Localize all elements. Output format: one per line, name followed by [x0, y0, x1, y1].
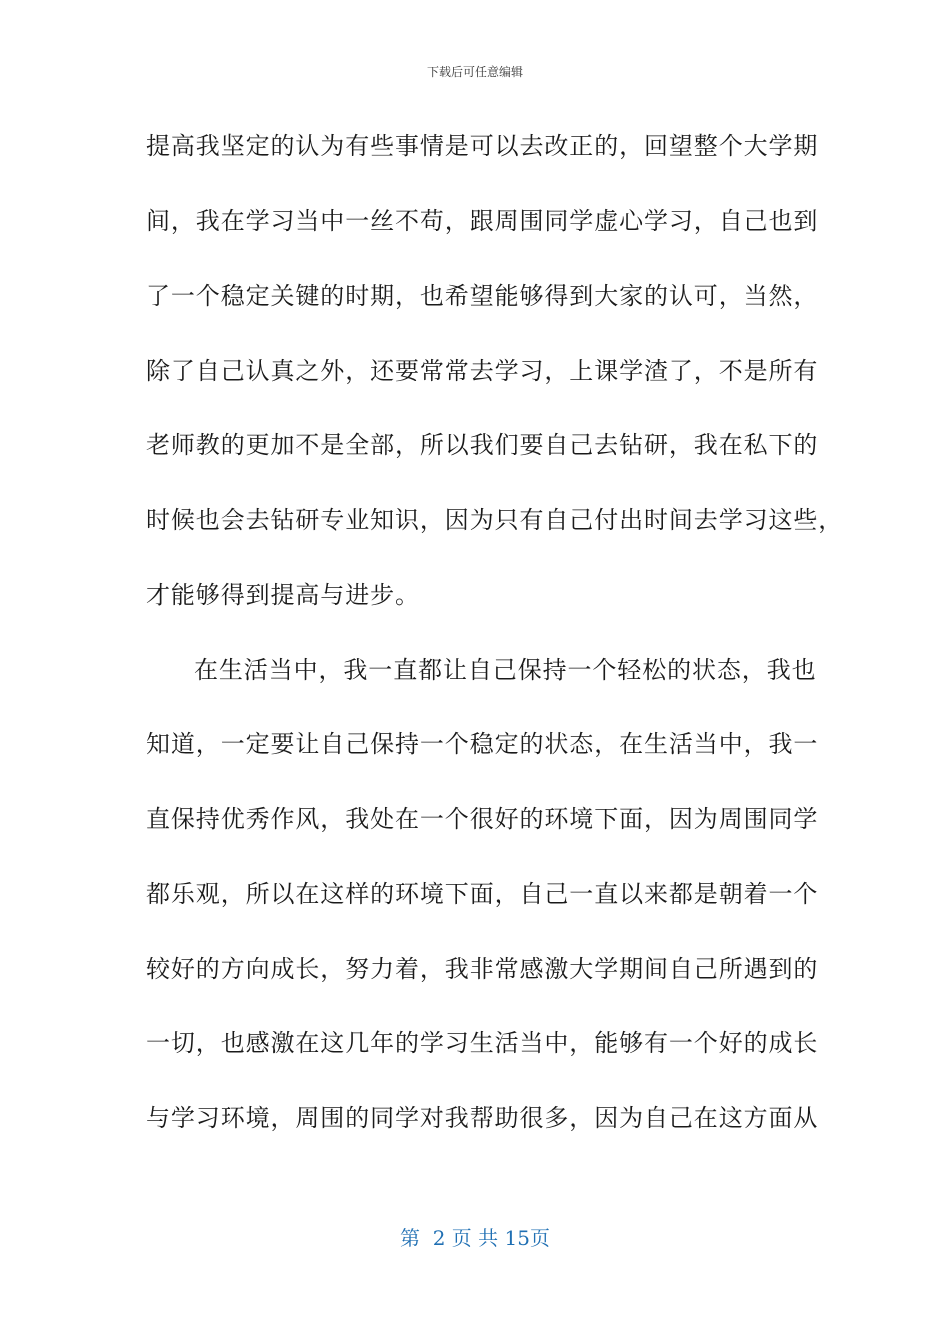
page-header: 下载后可任意编辑 — [426, 65, 523, 79]
text-line: 才能够得到提高与进步。 — [146, 581, 420, 609]
text-line: 老师教的更加不是全部，所以我们要自己去钻研，我在私下的 — [146, 431, 819, 459]
text-line: 时候也会去钻研专业知识，因为只有自己付出时间去学习这些， — [146, 506, 844, 534]
page-number-footer: 第 2 页 共 15页 — [400, 1226, 550, 1250]
text-line: 较好的方向成长，努力着，我非常感激大学期间自己所遇到的 — [146, 955, 819, 983]
text-line: 都乐观，所以在这样的环境下面，自己一直以来都是朝着一个 — [146, 880, 819, 908]
paragraph-first-line: 在生活当中，我一直都让自己保持一个轻松的状态，我也 — [194, 656, 817, 684]
text-line: 提高我坚定的认为有些事情是可以去改正的，回望整个大学期 — [146, 132, 819, 160]
text-line: 知道，一定要让自己保持一个稳定的状态，在生活当中，我一 — [146, 730, 819, 758]
text-line: 直保持优秀作风，我处在一个很好的环境下面，因为周围同学 — [146, 805, 819, 833]
text-line: 了一个稳定关键的时期，也希望能够得到大家的认可，当然， — [146, 282, 819, 310]
text-line: 与学习环境，周围的同学对我帮助很多，因为自己在这方面从 — [146, 1104, 819, 1132]
text-line: 一切，也感激在这几年的学习生活当中，能够有一个好的成长 — [146, 1029, 819, 1057]
text-line: 间，我在学习当中一丝不苟，跟周围同学虚心学习，自己也到 — [146, 207, 819, 235]
text-line: 除了自己认真之外，还要常常去学习，上课学渣了，不是所有 — [146, 357, 819, 385]
